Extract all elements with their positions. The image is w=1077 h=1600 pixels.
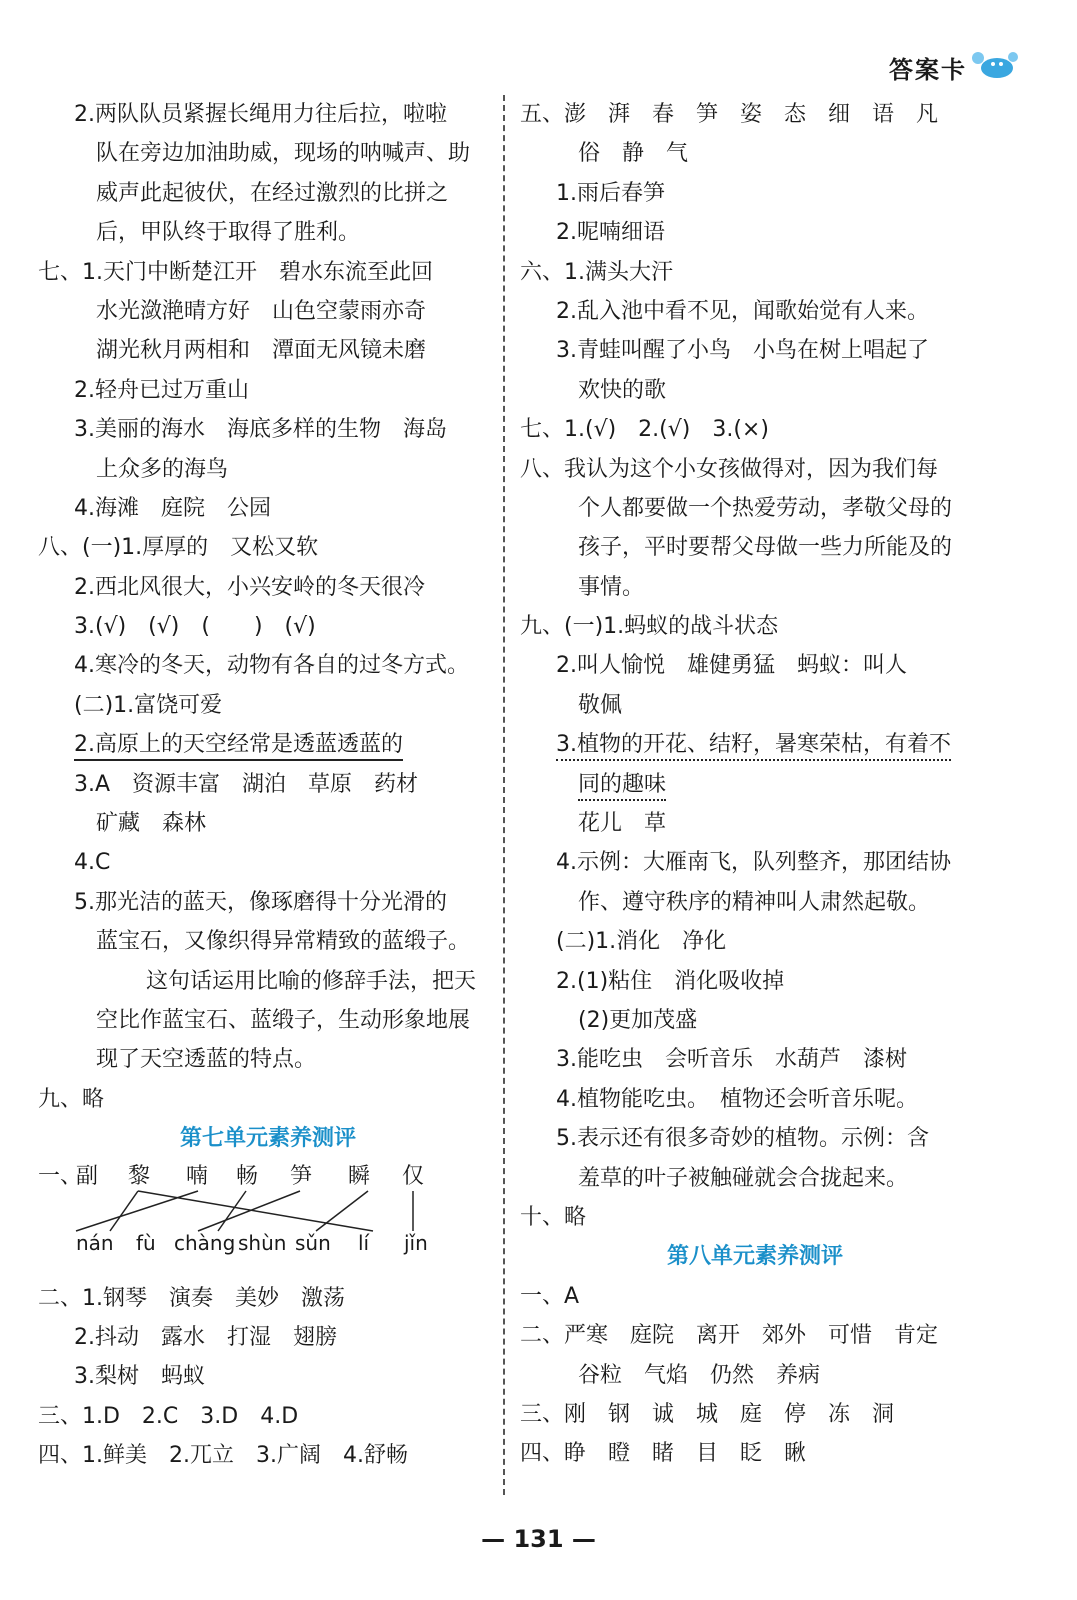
answer-line xyxy=(38,292,498,331)
answer-line xyxy=(520,134,990,173)
answer-line xyxy=(520,804,990,843)
answer-text: 谷粒 气焰 仍然 养病 xyxy=(578,1362,821,1388)
match-line-fu xyxy=(110,1191,138,1231)
answer-line xyxy=(520,686,990,725)
answer-line xyxy=(520,410,990,449)
answer-text: 四、1.鲜美 2.兀立 3.广阔 4.舒畅 xyxy=(38,1443,408,1469)
answer-line xyxy=(38,843,498,882)
answer-text: 作、遵守秩序的精神叫人肃然起敬。 xyxy=(578,889,931,915)
answer-text: 2.西北风很大，小兴安岭的冬天很冷 xyxy=(74,574,425,600)
answer-text: 2.乱入池中看不见，闻歌始觉有人来。 xyxy=(556,298,929,324)
answer-line xyxy=(520,213,990,252)
answer-text: 现了天空透蓝的特点。 xyxy=(96,1047,317,1073)
answer-line xyxy=(520,1159,990,1198)
answer-text: 4.寒冷的冬天，动物有各自的过冬方式。 xyxy=(74,653,469,679)
right-column xyxy=(520,95,990,1474)
answer-line xyxy=(38,765,498,804)
answer-text: 2.(1)粘住 消化吸收掉 xyxy=(556,968,785,994)
answer-line xyxy=(38,1436,498,1475)
q1-label: 一、 xyxy=(38,1163,83,1189)
answer-line xyxy=(520,1198,990,1237)
answer-text: 七、1.天门中断楚江开 碧水东流至此回 xyxy=(38,259,433,285)
answer-text: 七、1.(√) 2.(√) 3.(×) xyxy=(520,417,769,443)
answer-text: 队在旁边加油助威，现场的呐喊声、助 xyxy=(96,141,471,167)
answer-text: 蓝宝石，又像织得异常精致的蓝缎子。 xyxy=(96,929,471,955)
match-line-li xyxy=(138,1191,373,1231)
answer-text: 二、严寒 庭院 离开 郊外 可惜 肯定 xyxy=(520,1323,939,1349)
answer-line xyxy=(38,174,498,213)
match-line-chang xyxy=(218,1191,246,1231)
answer-text: 十、略 xyxy=(520,1204,587,1230)
answer-text: 1.雨后春笋 xyxy=(556,180,665,206)
answer-text: 3.A 资源丰富 湖泊 草原 药材 xyxy=(74,771,419,797)
answer-line xyxy=(38,410,498,449)
answer-text: 个人都要做一个热爱劳动，孝敬父母的 xyxy=(578,495,953,521)
answer-line xyxy=(38,962,498,1001)
answer-text: (二)1.消化 净化 xyxy=(556,929,727,955)
answer-line xyxy=(520,725,990,764)
answer-text: 2.轻舟已过万重山 xyxy=(74,377,249,403)
answer-text: 同的趣味 xyxy=(578,772,666,801)
answer-text: 3.青蛙叫醒了小鸟 小鸟在树上唱起了 xyxy=(556,338,929,364)
answer-line xyxy=(38,883,498,922)
answer-line xyxy=(38,725,498,764)
answer-line xyxy=(38,686,498,725)
answer-text: 2.两队队员紧握长绳用力往后拉，啦啦 xyxy=(74,102,447,127)
answer-text: 三、1.D 2.C 3.D 4.D xyxy=(38,1403,299,1429)
char-item: 瞬 xyxy=(348,1163,371,1189)
answer-text: 2.抖动 露水 打湿 翅膀 xyxy=(74,1324,337,1350)
answer-line xyxy=(520,528,990,567)
answer-text: 空比作蓝宝石、蓝缎子，生动形象地展 xyxy=(96,1007,471,1033)
answer-text: 2.呢喃细语 xyxy=(556,220,665,246)
answer-line xyxy=(38,134,498,173)
answer-text: 3.美丽的海水 海底多样的生物 海岛 xyxy=(74,417,447,443)
answer-line xyxy=(38,1279,498,1318)
answer-line xyxy=(520,568,990,607)
answer-text: 九、略 xyxy=(38,1086,105,1112)
answer-text: (2)更加茂盛 xyxy=(578,1007,698,1033)
pinyin-item: lí xyxy=(358,1230,370,1255)
answer-line xyxy=(38,1318,498,1357)
answer-line xyxy=(38,371,498,410)
answer-line xyxy=(520,962,990,1001)
answer-text: 三、刚 钢 诚 城 庭 停 冻 洞 xyxy=(520,1401,895,1427)
answer-line xyxy=(38,489,498,528)
answer-line xyxy=(38,1357,498,1396)
answer-text: 羞草的叶子被触碰就会合拢起来。 xyxy=(578,1165,909,1191)
answer-text: 孩子，平时要帮父母做一些力所能及的 xyxy=(578,535,953,561)
answer-line xyxy=(520,843,990,882)
answer-line xyxy=(38,607,498,646)
answer-text: 六、1.满头大汗 xyxy=(520,259,673,285)
answer-text: 4.示例：大雁南飞，队列整齐，那团结协 xyxy=(556,850,951,876)
answer-line xyxy=(38,1001,498,1040)
answer-text: 敬佩 xyxy=(578,692,623,718)
unit7-title: 第七单元素养测评 xyxy=(179,1126,356,1152)
matching-lines xyxy=(38,1159,498,1279)
answer-line xyxy=(38,568,498,607)
answer-line xyxy=(38,331,498,370)
answer-line xyxy=(38,1040,498,1079)
unit8-title: 第八单元素养测评 xyxy=(666,1244,843,1270)
answer-line xyxy=(520,646,990,685)
answer-text: 3.能吃虫 会听音乐 水葫芦 漆树 xyxy=(556,1047,907,1073)
answer-text: 八、我认为这个小女孩做得对，因为我们每 xyxy=(520,456,939,482)
answer-line xyxy=(520,292,990,331)
answer-text: 5.表示还有很多奇妙的植物。示例：含 xyxy=(556,1126,929,1152)
answer-line xyxy=(520,607,990,646)
left-column xyxy=(38,95,498,1476)
answer-line xyxy=(38,213,498,252)
char-item: 仅 xyxy=(402,1163,425,1189)
answer-text: 八、(一)1.厚厚的 又松又软 xyxy=(38,535,319,561)
pinyin-item: chàng xyxy=(174,1230,236,1255)
answer-text: 俗 静 气 xyxy=(578,141,689,167)
answer-line xyxy=(520,371,990,410)
answer-line xyxy=(520,1316,990,1355)
char-item: 畅 xyxy=(236,1163,259,1189)
answer-line xyxy=(520,1395,990,1434)
pinyin-matching xyxy=(38,1159,498,1279)
answer-line xyxy=(520,1080,990,1119)
answer-line xyxy=(38,253,498,292)
pinyin-item: shùn xyxy=(238,1230,287,1255)
answer-text: 5.那光洁的蓝天，像琢磨得十分光滑的 xyxy=(74,889,447,915)
char-item: 喃 xyxy=(186,1163,209,1189)
answer-text: 四、睁 瞪 睹 目 眨 瞅 xyxy=(520,1441,807,1467)
answer-text: 3.植物的开花、结籽，暑寒荣枯，有着不 xyxy=(556,732,951,761)
page-header-title: 答案卡 xyxy=(889,56,967,84)
answer-line xyxy=(38,804,498,843)
answer-text: 九、(一)1.蚂蚁的战斗状态 xyxy=(520,614,779,640)
answer-text: 五、澎 湃 春 笋 姿 态 细 语 凡 xyxy=(520,102,939,127)
answer-text: 3.(√) (√) ( ) (√) xyxy=(74,614,316,640)
answer-text: 4.海滩 庭院 公园 xyxy=(74,495,271,521)
answer-line xyxy=(520,450,990,489)
match-line-nan xyxy=(76,1191,198,1231)
answer-line xyxy=(520,489,990,528)
answer-text: 一、A xyxy=(520,1283,580,1309)
answer-text: 威声此起彼伏，在经过激烈的比拼之 xyxy=(96,180,449,206)
answer-text: 湖光秋月两相和 潭面无风镜未磨 xyxy=(96,338,427,364)
pinyin-item: jǐn xyxy=(404,1230,428,1255)
page-number: — 131 — xyxy=(481,1525,596,1553)
answer-text: 4.C xyxy=(74,850,111,876)
answer-line xyxy=(520,883,990,922)
column-divider xyxy=(503,95,505,1495)
answer-text: 事情。 xyxy=(578,574,645,600)
answer-line xyxy=(520,765,990,804)
pinyin-item: sǔn xyxy=(295,1230,331,1255)
answer-line xyxy=(38,1080,498,1119)
answer-line xyxy=(38,1397,498,1436)
answer-text: 2.高原上的天空经常是透蓝透蓝的 xyxy=(74,732,403,761)
answer-text: (二)1.富饶可爱 xyxy=(74,692,223,718)
answer-text: 欢快的歌 xyxy=(578,377,667,403)
answer-line xyxy=(38,528,498,567)
answer-line xyxy=(520,331,990,370)
answer-text: 矿藏 森林 xyxy=(96,811,207,837)
answer-text: 这句话运用比喻的修辞手法，把天 xyxy=(146,968,477,994)
answer-line xyxy=(520,1001,990,1040)
crab-icon xyxy=(969,48,1019,84)
answer-line xyxy=(38,922,498,961)
match-line-sun xyxy=(198,1191,300,1231)
char-item: 副 xyxy=(76,1163,99,1189)
answer-line xyxy=(520,922,990,961)
answer-line xyxy=(38,450,498,489)
answer-line xyxy=(520,95,990,134)
answer-line xyxy=(520,1119,990,1158)
answer-line xyxy=(520,1434,990,1473)
answer-line xyxy=(520,1040,990,1079)
answer-line xyxy=(520,1277,990,1316)
answer-line xyxy=(38,646,498,685)
answer-line xyxy=(38,95,498,134)
answer-text: 花儿 草 xyxy=(578,811,667,837)
answer-line xyxy=(520,1356,990,1395)
answer-line xyxy=(520,253,990,292)
answer-text: 3.梨树 蚂蚁 xyxy=(74,1364,205,1390)
answer-text: 2.叫人愉悦 雄健勇猛 蚂蚁：叫人 xyxy=(556,653,907,679)
pinyin-item: fù xyxy=(136,1230,156,1255)
answer-text: 水光潋滟晴方好 山色空蒙雨亦奇 xyxy=(96,298,427,324)
answer-text: 上众多的海鸟 xyxy=(96,456,229,482)
answer-line xyxy=(520,174,990,213)
char-item: 黎 xyxy=(128,1163,151,1189)
answer-text: 二、1.钢琴 演奏 美妙 激荡 xyxy=(38,1285,345,1311)
char-item: 笋 xyxy=(290,1163,313,1189)
pinyin-item: nán xyxy=(76,1230,114,1255)
answer-text: 4.植物能吃虫。 植物还会听音乐呢。 xyxy=(556,1086,918,1112)
answer-text: 后，甲队终于取得了胜利。 xyxy=(96,220,361,246)
